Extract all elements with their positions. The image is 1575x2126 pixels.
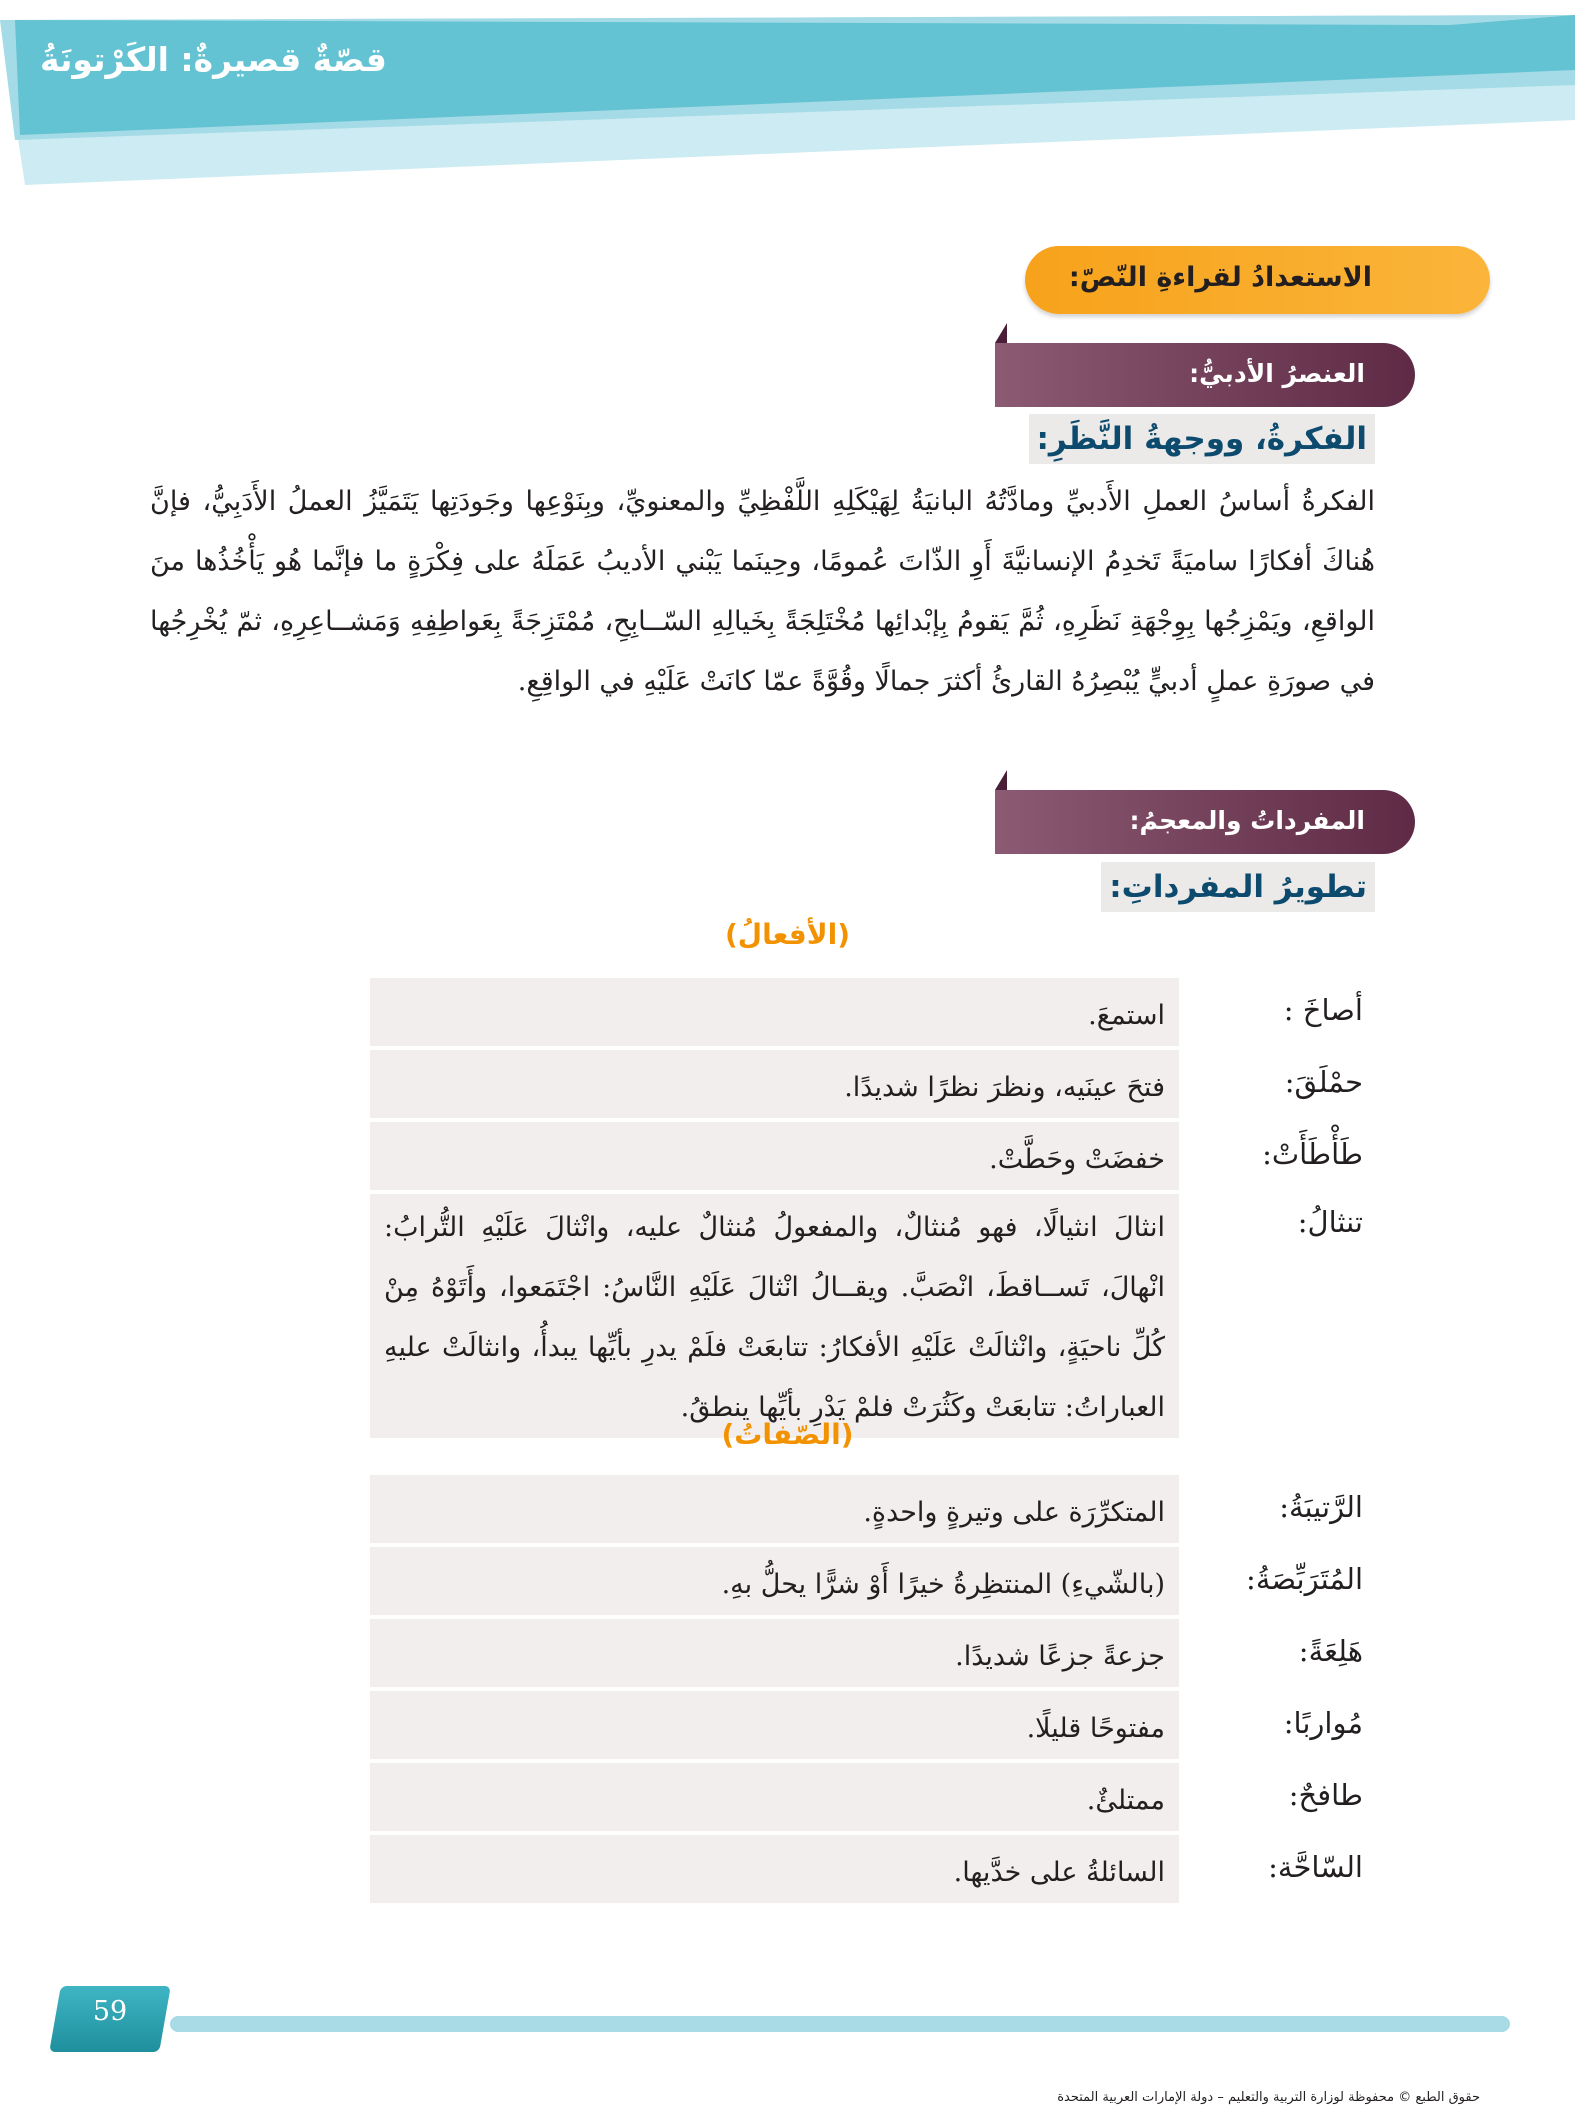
table-row [370,1619,1375,1687]
prep-reading-label [1025,246,1490,314]
table-row [370,1194,1375,1438]
vocab-meaning: المتكرِّرَة على وتيرةٍ واحدةٍ. [370,1475,1179,1543]
section-header-vocab-label: المفرداتُ والمعجمُ: [1129,806,1365,835]
vocab-meaning: فتحَ عينَيه، ونظرَ نظرًا شديدًا. [370,1050,1179,1118]
vocab-meaning: السائلةُ على خدَّيها. [370,1835,1179,1903]
table-row [370,1122,1375,1190]
vocab-word: هَلِعَةً: [1298,1634,1363,1668]
subheading-vocab: تطويرُ المفرداتِ: [1101,862,1375,912]
vocab-meaning: جزعةً جزعًا شديدًا. [370,1619,1179,1687]
section-header-vocab [995,790,1415,854]
section-header-literary-label: العنصرُ الأدبيُّ: [1189,359,1365,388]
table-row [370,1835,1375,1903]
adjectives-title: (الصّفاتُ) [721,1418,854,1451]
vocab-meaning: ممتلئٌ. [370,1763,1179,1831]
footer-bar [170,2016,1510,2032]
vocab-meaning: استمعَ. [370,978,1179,1046]
vocab-meaning: خفضَتْ وحَطَّتْ. [370,1122,1179,1190]
header-banner [0,0,1575,200]
vocab-word: المُتَرَبِّصَةُ: [1246,1562,1363,1596]
vocab-word: السّاحَّة: [1268,1850,1363,1884]
section-header-literary [995,343,1415,407]
copyright-notice: حقوق الطبع © محفوظة لوزارة التربية والتعليم – دولة الإمارات العربية المتحدة [1057,2090,1480,2105]
table-row [370,1475,1375,1543]
page-title: قصّةٌ قصيرةٌ: الكَرْتونَةُ [40,40,387,79]
vocab-word: الرَّتيبَةُ: [1279,1490,1363,1524]
vocab-word: حمْلَقَ: [1284,1065,1363,1099]
verbs-table [370,978,1375,1442]
table-row [370,1691,1375,1759]
vocab-word: مُواربًا: [1283,1706,1363,1740]
prep-reading-text: الاستعدادُ لقراءةِ النّصّ: [1068,262,1372,293]
subheading-idea: الفكرةُ، ووجهةُ النَّظَرِ: [1029,414,1376,464]
page-number: 59 [92,1996,128,2027]
vocab-meaning: انثالَ انثيالًا، فهو مُنثالٌ، والمفعولُ مُنثالٌ عليه، وانْثالَ عَلَيْهِ التُّرابُ: انْهالَ، تَســاقطَ، انْصَبَّ. ويقــالُ انْثالَ عَلَيْهِ النَّاسُ: اجْتَمَعوا، وأَتَوْهُ مِنْ كُلِّ ناحيَةٍ، وانْثالَتْ عَلَيْهِ الأفكارُ: تتابعَتْ فلَمْ يدرِ بأيِّها يبدأُ، وانثالَتْ عليهِ العباراتُ: تتابعَتْ وكَثُرَتْ فلمْ يَدْرِ بأيِّها ينطقُ. [370,1194,1179,1438]
vocab-meaning: (بالشّيءِ) المنتظِرةُ خيرًا أَوْ شرًّا يحلُّ بهِ. [370,1547,1179,1615]
table-row [370,1547,1375,1615]
vocab-word: طَأْطَأَتْ: [1262,1137,1363,1171]
banner-shapes [0,0,1575,200]
literary-paragraph: الفكرةُ أساسُ العملِ الأَدبيِّ ومادَّتُهُ البانيَةُ لِهَيْكَلِهِ اللَّفْظِيِّ والمعنويِّ، وبِنَوْعِها وجَودَتِها يَتَمَيَّزُ العملُ الأَدَبِيُّ، فإنَّ هُناكَ أفكارًا ساميَةً تَخدِمُ الإنسانيَّةَ أَوِ الذّاتَ عُمومًا، وحِينَما يَبْني الأديبُ عَمَلَهُ على فِكْرَةٍ ما فإنَّما هُو يَأْخُذُها منَ الواقعِ، ويَمْزِجُها بِوِجْهَةِ نَظَرِهِ، ثُمَّ يَقومُ بِإبْدائِها مُخْتَلِجَةً بِخَيالِهِ السّــابِحِ، مُمْتَزِجَةً بِعَواطِفِهِ وَمَشــاعِرِهِ، ثمّ يُخْرِجُها في صورَةِ عملٍ أدبيٍّ يُبْصِرُهُ القارئُ أكثرَ جمالًا وقُوَّةً عمّا كانَتْ عَلَيْهِ في الواقِعِ. [150,486,1375,697]
adjectives-table [370,1475,1375,1907]
vocab-word: تنثالُ: [1297,1205,1363,1239]
vocab-word: أصاخَ : [1283,993,1363,1027]
vocab-meaning: مفتوحًا قليلًا. [370,1691,1179,1759]
table-row [370,1050,1375,1118]
table-row [370,1763,1375,1831]
table-row [370,978,1375,1046]
verbs-title: (الأفعالُ) [725,918,850,951]
vocab-word: طافحٌ: [1288,1778,1363,1812]
